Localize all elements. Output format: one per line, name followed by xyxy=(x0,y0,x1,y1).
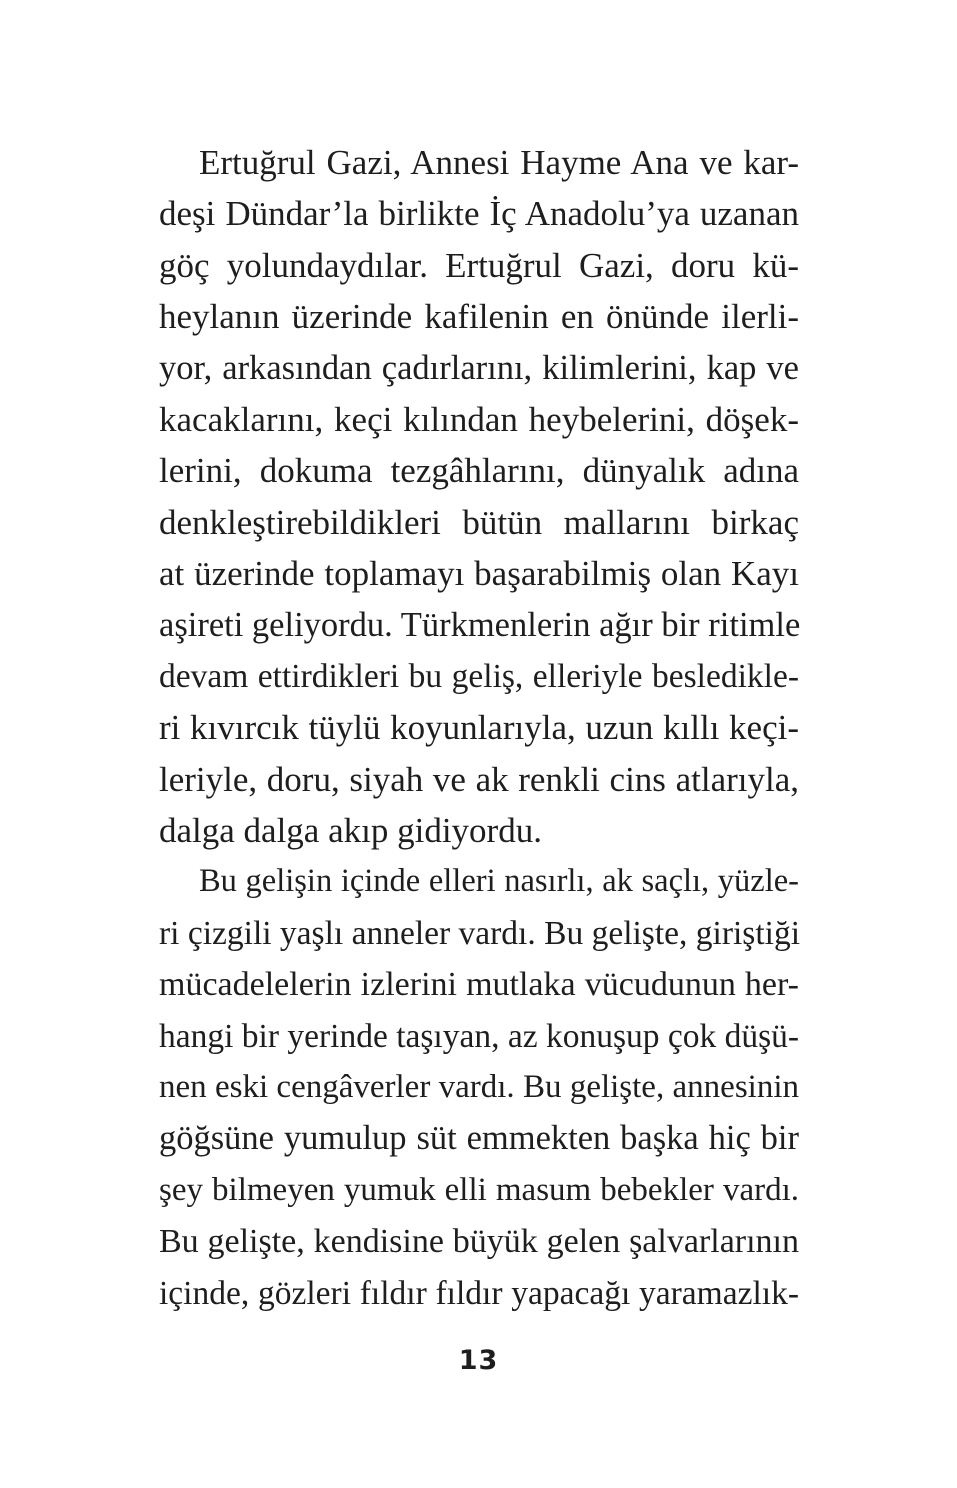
text-line: ri çizgili yaşlı anneler vardı. Bu gelişte, giriştiği xyxy=(159,914,800,952)
text-line: heylanın üzerinde kafilenin en önünde ilerli- xyxy=(159,297,799,337)
text-line: deşi Dündar’la birlikte İç Anadolu’ya uzanan xyxy=(159,194,799,234)
text-line: şey bilmeyen yumuk elli masum bebekler vardı. xyxy=(159,1171,799,1208)
text-line: Bu gelişte, kendisine büyük gelen şalvarlarının xyxy=(159,1223,799,1261)
text-line: at üzerinde toplamayı başarabilmiş olan Kayı xyxy=(159,554,799,594)
text-line: kacaklarını, keçi kılından heybelerini, döşek- xyxy=(159,399,799,439)
text-line: mücadelelerin izlerini mutlaka vücudunun her- xyxy=(159,966,799,1004)
text-line: içinde, gözleri fıldır fıldır yapacağı yaramazlık- xyxy=(159,1274,799,1312)
text-line: ri kıvırcık tüylü koyunlarıyla, uzun kıllı keçi- xyxy=(159,708,799,748)
text-line: hangi bir yerinde taşıyan, az konuşup çok düşü- xyxy=(159,1017,800,1055)
text-line: leriyle, doru, siyah ve ak renkli cins atlarıyla, xyxy=(159,759,799,799)
text-line: göğsüne yumulup süt emmekten başka hiç bir xyxy=(159,1119,799,1158)
text-line: lerini, dokuma tezgâhlarını, dünyalık adına xyxy=(159,451,799,491)
text-line: nen eski cengâverler vardı. Bu gelişte, annesinin xyxy=(159,1069,799,1106)
text-line: dalga dalga akıp gidiyordu. xyxy=(159,811,542,851)
text-line: Ertuğrul Gazi, Annesi Hayme Ana ve kar- xyxy=(199,143,799,182)
text-line: aşireti geliyordu. Türkmenlerin ağır bir ritimle xyxy=(159,605,801,644)
paragraph-1 xyxy=(159,137,799,856)
page-number: 13 xyxy=(458,1345,499,1376)
paragraph-2 xyxy=(159,856,799,1319)
text-line: yor, arkasından çadırlarını, kilimlerini, kap ve xyxy=(159,348,799,387)
text-line: denkleştirebildikleri bütün mallarını birkaç xyxy=(159,502,799,542)
body-text xyxy=(159,137,799,1319)
text-line: devam ettirdikleri bu geliş, elleriyle besledikle- xyxy=(159,657,799,695)
text-line: Bu gelişin içinde elleri nasırlı, ak saçlı, yüzle- xyxy=(199,863,799,900)
text-line: göç yolundaydılar. Ertuğrul Gazi, doru kü- xyxy=(159,245,799,285)
